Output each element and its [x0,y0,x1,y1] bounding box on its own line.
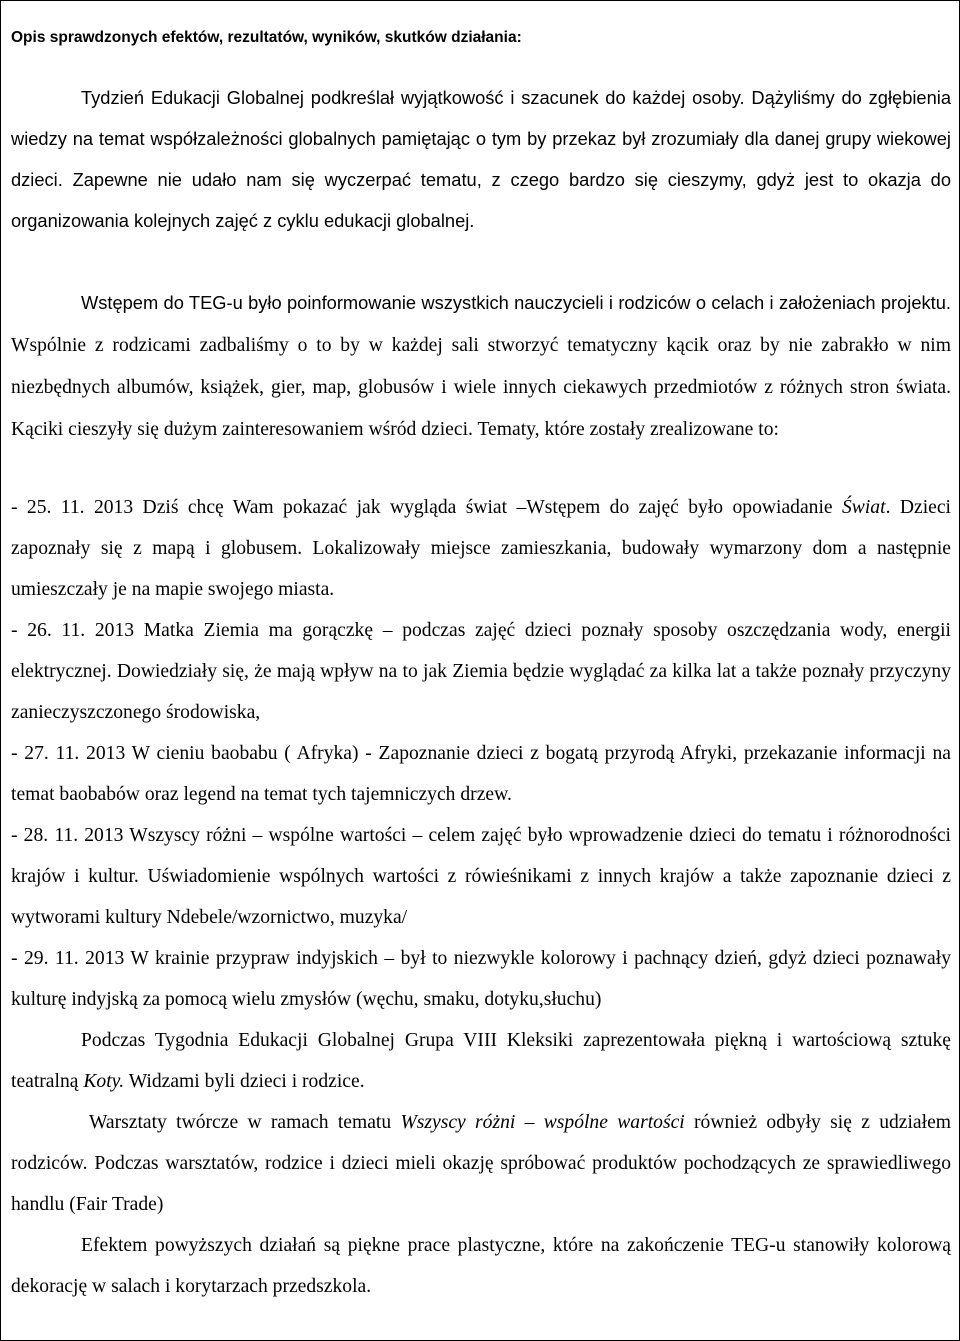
paragraph-theatre [11,1020,951,1102]
day-item-2: - 26. 11. 2013 Matka Ziemia ma gorączkę – podczas zajęć dzieci poznały sposoby oszczędzania wody, energii elektrycznej. Dowiedziały się, że mają wpływ na to jak Ziemia będzie wyglądać za kilka lat a także poznały przyczyny zanieczyszczonego środowiska, [11,620,951,723]
day-item-1-text: - 25. 11. 2013 Dziś chcę Wam pokazać jak wygląda świat –Wstępem do zajęć było opowiadanie [11,497,842,518]
day-item-4: - 28. 11. 2013 Wszyscy różni – wspólne wartości – celem zajęć było wprowadzenie dzieci do tematu i różnorodności krajów i kultur. Uświadomienie wspólnych wartości z rówieśnikami z innych krajów a także zapoznanie dzieci z wytworami kultury Ndebele/wzornictwo, muzyka/ [11,825,951,928]
paragraph-intro: Tydzień Edukacji Globalnej podkreślał wyjątkowość i szacunek do każdej osoby. Dążyliśmy do zgłębienia wiedzy na temat współzależności globalnych pamiętając o tym by przekaz był zrozumiały dla danej grupy wiekowej dzieci. Zapewne nie udało nam się wyczerpać tematu, z czego bardzo się cieszymy, gdyż jest to okazja do organizowania kolejnych zajęć z cyklu edukacji globalnej. [11,87,951,231]
day-item-1 [11,487,951,610]
day-item-5: - 29. 11. 2013 W krainie przypraw indyjskich – był to niezwykle kolorowy i pachnący dzień, gdyż dzieci poznawały kulturę indyjską za pomocą wielu zmysłów (węchu, smaku, dotyku,słuchu) [11,948,951,1010]
paragraph-workshops [11,1102,951,1225]
paragraph-workshops-text: Warsztaty twórcze w ramach tematu [89,1112,401,1133]
play-title: Koty. [83,1071,125,1092]
paragraph-introduction-teg [11,282,951,450]
paragraph-theatre-end: Widzami byli dzieci i rodzice. [124,1071,365,1092]
paragraph-serif-part: Wspólnie z rodzicami zadbaliśmy o to by w każdej sali stworzyć tematyczny kącik oraz by nie zabrakło w nim niezbędnych albumów, książek, gier, map, globusów i wiele innych ciekawych przedmiotów z różnych stron świata. Kąciki cieszyły się dużym zainteresowaniem wśród dzieci. Tematy, które zostały zrealizowane to: [11,335,951,440]
paragraph-workshops-end: również odbyły się z udziałem rodziców. Podczas warsztatów, rodzice i dzieci mieli okazję spróbować produktów pochodzących ze sprawiedliwego handlu (Fair Trade) [11,1112,952,1215]
workshop-theme: Wszyscy różni – wspólne wartości [400,1112,685,1133]
paragraph-sans-part: Wstępem do TEG-u było poinformowanie wszystkich nauczycieli i rodziców o celach i założeniach projektu. [81,292,951,313]
section-heading: Opis sprawdzonych efektów, rezultatów, wyników, skutków działania: [11,29,522,46]
day-item-3: - 27. 11. 2013 W cieniu baobabu ( Afryka) - Zapoznanie dzieci z bogatą przyrodą Afryki, przekazanie informacji na temat baobabów oraz legend na temat tych tajemniczych drzew. [11,743,951,805]
paragraph-effects: Efektem powyższych działań są piękne prace plastyczne, które na zakończenie TEG-u stanowiły kolorową dekorację w salach i korytarzach przedszkola. [11,1235,951,1297]
day-item-1-desc: . Dzieci zapoznały się z mapą i globusem. Lokalizowały miejsce zamieszkania, budowały wymarzony dom a następnie umieszczały je na mapie swojego miasta. [11,497,951,600]
day-item-1-title: Świat [842,497,886,518]
paragraph-theatre-text: Podczas Tygodnia Edukacji Globalnej Grupa VIII Kleksiki zaprezentowała piękną i wartościową sztukę teatralną [11,1030,951,1092]
